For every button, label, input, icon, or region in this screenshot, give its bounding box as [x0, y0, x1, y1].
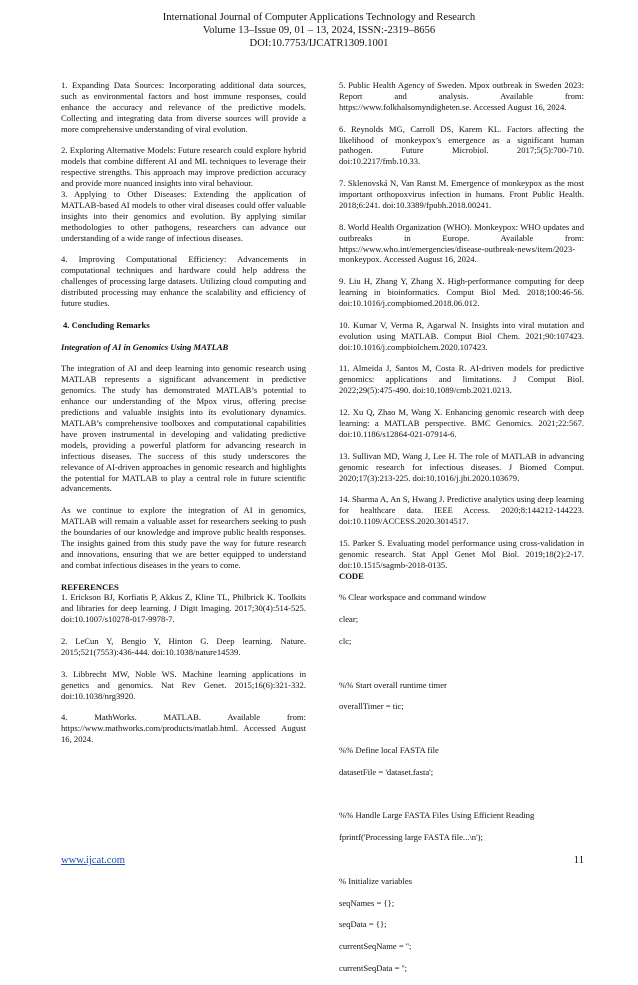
- code-line: [339, 789, 584, 800]
- code-line: seqData = {};: [339, 919, 387, 930]
- journal-doi: DOI:10.7753/IJCATR1309.1001: [249, 38, 389, 50]
- reference-item: 8. World Health Organization (WHO). Monkeypox: WHO updates and outbreaks in Europe. Available from: https://www.who.int/emergencies/disease-outbreak-news/item/2023-monkeypox. Accessed August 16, 2024.: [339, 221, 584, 265]
- journal-website-link[interactable]: www.ijcat.com: [61, 855, 126, 866]
- future-item: 1. Expanding Data Sources: Incorporating additional data sources, such as environmental factors and host immune responses, could enhance the accuracy and relevance of the predictive models. Collecting and integrating data from diverse sources will provide a more comprehensive understanding of viral evolution.: [61, 80, 306, 134]
- page-number: 11: [573, 855, 584, 866]
- reference-item: 11. Almeida J, Santos M, Costa R. AI-driven models for predictive genomics: applications and limitations. J Comput Biol. 2022;29(5):475-490. doi:10.1089/cmb.2021.0213.: [339, 363, 584, 396]
- future-item: 3. Applying to Other Diseases: Extending the application of MATLAB-based AI models to other viral diseases could offer valuable insights into their genomics and evolution. By applying similar methodologies to other pathogens, researchers can advance our understanding of a wide range of infectious diseases.: [61, 189, 306, 243]
- code-line: seqNames = {};: [339, 897, 395, 908]
- code-line: %% Handle Large FASTA Files Using Efficient Reading: [339, 810, 535, 821]
- code-block: [339, 592, 584, 973]
- code-line: %% Define local FASTA file: [339, 744, 439, 755]
- code-line: fprintf('Processing large FASTA file...\n');: [339, 832, 483, 843]
- reference-item: 3. Libbrecht MW, Noble WS. Machine learning applications in genetics and genomics. Nat Rev Genet. 2015;16(6):321-332. doi:10.1038/nrg3920.: [61, 668, 306, 701]
- code-heading: CODE: [339, 570, 364, 581]
- reference-item: 15. Parker S. Evaluating model performance using cross-validation in genomic research. Stat Appl Genet Mol Biol. 2019;18(2):2-17. doi:10.1515/sagmb-2018-0135.: [339, 537, 584, 570]
- reference-item: 1. Erickson BJ, Korfiatis P, Akkus Z, Kline TL, Philbrick K. Toolkits and libraries for deep learning. J Digit Imaging. 2017;30(4):514-525. doi:10.1007/s10278-017-9978-7.: [61, 592, 306, 625]
- journal-header: [0, 11, 638, 51]
- code-line: %% Start overall runtime timer: [339, 679, 447, 690]
- reference-item: 10. Kumar V, Verma R, Agarwal N. Insights into viral mutation and evolution using MATLAB. Comput Biol Chem. 2021;90:107423. doi:10.1016/j.compbiolchem.2020.107423.: [339, 319, 584, 352]
- code-line: clear;: [339, 614, 359, 625]
- code-line: [339, 658, 584, 669]
- code-line: currentSeqName = '';: [339, 941, 412, 952]
- section-heading: 4. Concluding Remarks: [63, 319, 150, 330]
- body-paragraph: As we continue to explore the integration of AI in genomics, MATLAB will remain a valuable asset for researchers seeking to push the boundaries of our knowledge and improve public health responses. The insights gained from this study pave the way for future research and innovations, ensuring that we are better equipped to understand and combat infectious diseases in the years to come.: [61, 505, 306, 570]
- code-line: overallTimer = tic;: [339, 701, 404, 712]
- reference-item: 12. Xu Q, Zhao M, Wang X. Enhancing genomic research with deep learning: a MATLAB perspective. BMC Genomics. 2021;22:567. doi:10.1186/s12864-021-07914-6.: [339, 407, 584, 439]
- future-item: 2. Exploring Alternative Models: Future research could explore hybrid models that combine different AI and ML techniques to leverage their respective strengths. This approach may improve prediction accuracy and provide more nuanced insights into viral behaviour.: [61, 145, 306, 189]
- code-line: clc;: [339, 636, 352, 647]
- reference-item: 6. Reynolds MG, Carroll DS, Karem KL. Factors affecting the likelihood of monkeypox’s emergence as a significant human pathogen. Future Microbiol. 2017;5(5):700-710. doi:10.2217/fmb.10.33.: [339, 123, 584, 167]
- future-item: 4. Improving Computational Efficiency: Advancements in computational techniques and hardware could help address the challenges of processing large datasets. Utilizing cloud computing and distributed processing may enhance the scalability and efficiency of future studies.: [61, 254, 306, 309]
- code-line: datasetFile = 'dataset.fasta';: [339, 766, 434, 777]
- left-column: [61, 80, 306, 745]
- code-line: % Clear workspace and command window: [339, 592, 487, 603]
- code-line: [339, 723, 584, 734]
- reference-item: 13. Sullivan MD, Wang J, Lee H. The role of MATLAB in advancing genomic research for infectious diseases. J Biomed Comput. 2020;17(3):213-225. doi:10.1016/j.jbi.2020.103679.: [339, 450, 584, 483]
- reference-item: 7. Sklenovská N, Van Ranst M. Emergence of monkeypox as the most important orthopoxvirus infection in humans. Front Public Health. 2018;6:241. doi:10.3389/fpubh.2018.00241.: [339, 178, 584, 210]
- reference-item: 9. Liu H, Zhang Y, Zhang X. High-performance computing for deep learning in bioinformatics. Comput Biol Med. 2018;100:46-56. doi:10.1016/j.compbiomed.2018.06.012.: [339, 276, 584, 309]
- reference-item: 2. LeCun Y, Bengio Y, Hinton G. Deep learning. Nature. 2015;521(7553):436-444. doi:10.1038/nature14539.: [61, 636, 306, 657]
- journal-title: International Journal of Computer Applications Technology and Research: [162, 12, 476, 23]
- reference-item: 5. Public Health Agency of Sweden. Mpox outbreak in Sweden 2023: Report and analysis. Available from: https://www.folkhalsomyndigheten.se. Accessed August 16, 2024.: [339, 80, 584, 112]
- reference-item: 4. MathWorks. MATLAB. Available from: https://www.mathworks.com/products/matlab.html. Accessed August 16, 2024.: [61, 712, 306, 745]
- journal-volume: Volume 13–Issue 09, 01 – 13, 2024, ISSN:-2319–8656: [202, 25, 436, 37]
- code-line: currentSeqData = '';: [339, 962, 408, 973]
- code-line: % Initialize variables: [339, 875, 413, 886]
- body-paragraph: The integration of AI and deep learning into genomic research using MATLAB represents a significant advancement in predictive genomics. The study has demonstrated MATLAB’s potential to enhance our understanding of the Mpox virus, offering precise predictions and valuable insights into its evolutionary dynamics. MATLAB’s comprehensive toolboxes and computational capabilities have proven instrumental in developing and validating predictive models, providing a powerful platform for advancing research in infectious diseases. The success of this study underscores the relevance of AI-driven approaches in genomic research and highlights the potential for MATLAB to play a central role in future scientific advancements.: [61, 363, 306, 494]
- right-column: [339, 80, 584, 985]
- references-heading: REFERENCES: [61, 581, 119, 592]
- subsection-heading: Integration of AI in Genomics Using MATLAB: [61, 341, 229, 352]
- reference-item: 14. Sharma A, An S, Hwang J. Predictive analytics using deep learning for healthcare data. IEEE Access. 2020;8:144212-144223. doi:10.1109/ACCESS.2020.3014517.: [339, 494, 584, 527]
